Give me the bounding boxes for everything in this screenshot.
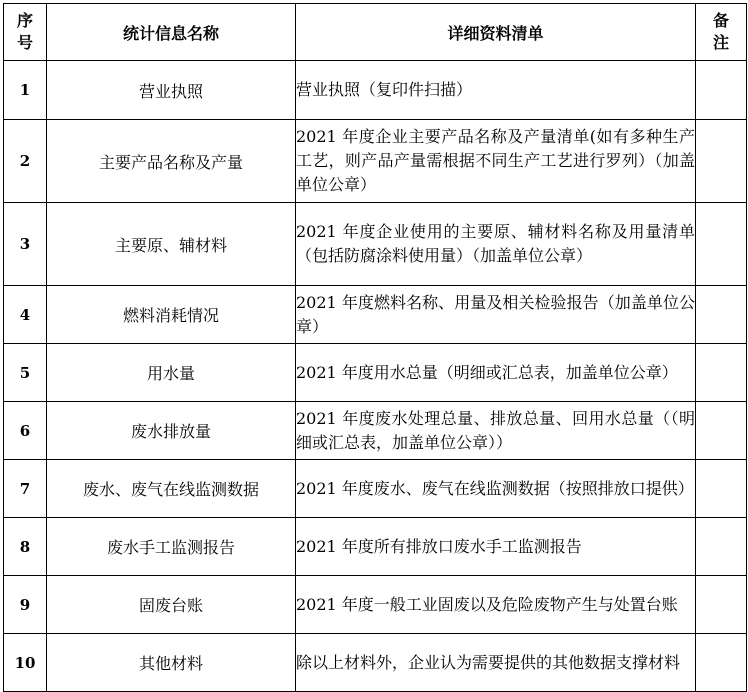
table-row (4, 203, 747, 286)
row-name: 营业执照 (47, 61, 296, 120)
header-remark-line1: 备 (712, 11, 729, 30)
table-row (4, 576, 747, 634)
row-number: 9 (4, 576, 47, 634)
header-remark-line2: 注 (712, 33, 729, 52)
row-name: 废水排放量 (47, 402, 296, 460)
row-remark (696, 518, 747, 576)
header-name: 统计信息名称 (47, 4, 296, 61)
table-row (4, 344, 747, 402)
table-row (4, 286, 747, 344)
row-detail: 2021 年度用水总量（明细或汇总表，加盖单位公章） (296, 344, 696, 402)
row-name: 燃料消耗情况 (47, 286, 296, 344)
row-detail: 营业执照（复印件扫描） (296, 61, 696, 120)
row-remark (696, 576, 747, 634)
row-remark (696, 344, 747, 402)
row-number: 6 (4, 402, 47, 460)
header-no-line1: 序 (16, 11, 33, 30)
materials-table (3, 3, 747, 692)
row-number: 7 (4, 460, 47, 518)
row-number: 2 (4, 120, 47, 203)
row-name: 固废台账 (47, 576, 296, 634)
row-remark (696, 120, 747, 203)
header-remark (696, 4, 747, 61)
row-number: 5 (4, 344, 47, 402)
row-detail: 2021 年度企业主要产品名称及产量清单(如有多种生产工艺，则产品产量需根据不同生产工艺进行罗列）（加盖单位公章） (296, 120, 696, 203)
row-number: 10 (4, 634, 47, 692)
row-remark (696, 460, 747, 518)
header-no-line2: 号 (16, 33, 33, 52)
table-row (4, 634, 747, 692)
row-name: 废水手工监测报告 (47, 518, 296, 576)
row-remark (696, 402, 747, 460)
header-detail: 详细资料清单 (296, 4, 696, 61)
row-name: 主要产品名称及产量 (47, 120, 296, 203)
table-row (4, 402, 747, 460)
row-detail: 2021 年度所有排放口废水手工监测报告 (296, 518, 696, 576)
row-remark (696, 61, 747, 120)
header-no (4, 4, 47, 61)
row-remark (696, 203, 747, 286)
row-remark (696, 634, 747, 692)
table-row (4, 460, 747, 518)
row-name: 用水量 (47, 344, 296, 402)
table-row (4, 120, 747, 203)
row-detail: 2021 年度废水处理总量、排放总量、回用水总量（（明细或汇总表，加盖单位公章）） (296, 402, 696, 460)
row-detail: 2021 年度燃料名称、用量及相关检验报告（加盖单位公章） (296, 286, 696, 344)
row-number: 8 (4, 518, 47, 576)
row-number: 4 (4, 286, 47, 344)
row-number: 1 (4, 61, 47, 120)
table-header-row (4, 4, 747, 61)
row-detail: 除以上材料外，企业认为需要提供的其他数据支撑材料 (296, 634, 696, 692)
row-name: 主要原、辅材料 (47, 203, 296, 286)
row-detail: 2021 年度一般工业固废以及危险废物产生与处置台账 (296, 576, 696, 634)
table-row (4, 518, 747, 576)
row-detail: 2021 年度废水、废气在线监测数据（按照排放口提供） (296, 460, 696, 518)
row-remark (696, 286, 747, 344)
row-number: 3 (4, 203, 47, 286)
row-name: 废水、废气在线监测数据 (47, 460, 296, 518)
row-detail: 2021 年度企业使用的主要原、辅材料名称及用量清单（包括防腐涂料使用量）（加盖单位公章） (296, 203, 696, 286)
table-row (4, 61, 747, 120)
row-name: 其他材料 (47, 634, 296, 692)
